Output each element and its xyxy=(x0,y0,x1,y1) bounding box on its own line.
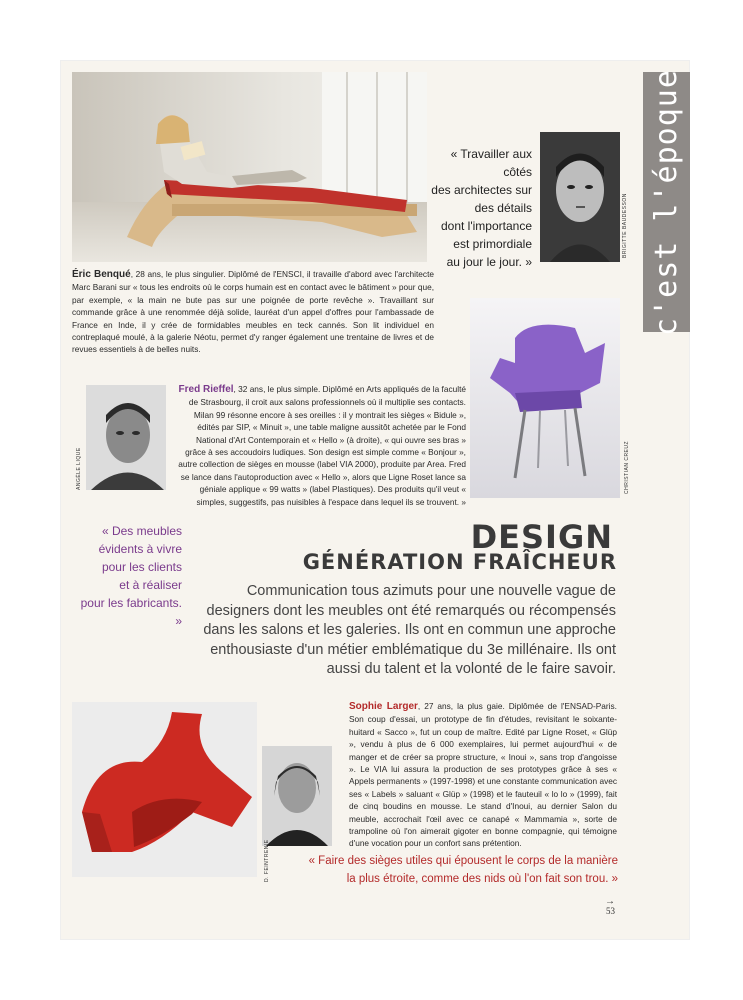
article-fred xyxy=(178,383,466,508)
photo-portrait-eric xyxy=(540,132,620,262)
headline-lead: Communication tous azimuts pour une nouvelle vague de designers dont les meubles ont été remarqués ou récompensés dans les salons et les galeries. Ils ont en commun une approche enthousiaste d'un métier emblématique du 3e millénaire. Ils ont aussi du talent et la volonté de le faire savoir. xyxy=(203,583,616,677)
section-banner xyxy=(643,68,690,336)
quote-line: est primordiale xyxy=(453,237,532,251)
article-eric xyxy=(72,268,434,356)
photo-daybed xyxy=(72,72,427,262)
photo-hello-chair xyxy=(470,298,620,498)
quote-eric xyxy=(420,145,532,271)
continue-arrow: → xyxy=(605,896,615,907)
credit-portrait-sophie: D. FEINTRENIE xyxy=(264,839,270,882)
quote-line: pour les fabricants. » xyxy=(80,596,182,628)
photo-portrait-fred xyxy=(86,385,166,490)
designer-name-fred: Fred Rieffel xyxy=(178,384,234,395)
article-sophie-text: , 27 ans, la plus gaie. Diplômée de l'ENSAD-Paris. Son coup d'essai, un prototype de fin d'études, revisitant le soixante-huitard « Sacco », fut un coup de maître. Edité par Ligne Roset, « Glüp », vendu à plus de 6 000 exemplaires, lui permet aujourd'hui « de manger et de créer sa propre structure, « Inoui », sans trop d'angoisse ». Le VIA lui assura la production de ses prototypes grâce à ses « Appels permanents » (1997-1998) et une constante communication avec ses « Labels » saluant « Glüp » (1998) et le fauteuil « lo lo » (1999), fait de cinq boudins en mousse. Le stand d'Inoui, au dernier Salon du meuble, accrochait l'œil avec ce canapé « Mammamia », sorte de trampoline où l'on aimerait gigoter en bonne compagnie, qui témoigne d'une vocation pour un confort sans prétention. xyxy=(349,701,617,849)
quote-line: au jour le jour. » xyxy=(446,255,532,269)
photo-red-chair xyxy=(72,702,257,877)
quote-line: dont l'importance xyxy=(440,219,532,233)
designer-name-sophie: Sophie Larger xyxy=(349,701,418,712)
quote-line: et à réaliser xyxy=(119,578,182,592)
photo-portrait-sophie xyxy=(262,746,332,846)
credit-chair: CHRISTIAN CREUZ xyxy=(624,440,630,494)
quote-line: « Des meubles xyxy=(101,524,182,538)
quote-line: évidents à vivre xyxy=(98,542,182,556)
quote-line: pour les clients xyxy=(101,560,182,574)
quote-fred xyxy=(72,522,182,630)
headline-subtitle: GÉNÉRATION FRAÎCHEUR xyxy=(302,550,617,574)
headline-title: DESIGN xyxy=(470,518,613,556)
credit-portrait-fred: ANGÈLE LIQUE xyxy=(76,447,82,490)
quote-line: des détails xyxy=(474,201,532,215)
quote-line: des architectes sur xyxy=(431,183,532,197)
quote-line: « Faire des sièges utiles qui épousent le corps de la manière xyxy=(308,855,618,867)
quote-line: « Travailler aux côtés xyxy=(450,147,532,179)
article-fred-text: , 32 ans, le plus simple. Diplômé en Arts appliqués de la faculté de Strasbourg, il croit aux salons professionnels où il multiplie ses contacts. Milan 99 résonne encore à ses oreilles : il y montrait les sièges « Bidule », édités par SIP, « Minuit », une table maligne aussitôt achetée par le Fond National d'Art Contemporain et « Hello » (à droite), « qui ouvre ses bras » grâce à ses accoudoirs ludiques. Son design est simple comme « Bonjour », autre collection de sièges en mousse (label VIA 2000), produite par Area. Fred se lance dans l'autoproduction avec « Hello », alors que Ligne Roset lance sa géniale applique « 99 watts » (label Plastiques). Des produits qu'il veut « simples, suggestifs, pas nuisibles à l'espace dans lequel ils se trouvent. » xyxy=(178,384,466,507)
article-sophie xyxy=(349,700,617,850)
page-number: 53 xyxy=(606,906,615,916)
quote-line: la plus étroite, comme des nids où l'on fait son trou. » xyxy=(346,873,618,885)
credit-portrait-eric: BRIGITTE BAUDESSON xyxy=(622,193,628,258)
quote-sophie xyxy=(300,852,618,888)
banner-text: c'est l'époque xyxy=(649,68,684,336)
article-eric-text: , 28 ans, le plus singulier. Diplômé de l'ENSCI, il travaille d'abord avec l'architecte Marc Barani sur « tous les endroits où le corps humain est en contact avec le bâtiment » pour que, par exemple, « la main ne bute pas sur une poignée de porte revêche ». Travaillant sur commande grâce à une renommée déjà solide, lauréat d'un appel d'offres pour l'ambassade de France en Inde, il y crée de formidables meubles en teck cannés. Son lit individuel en contreplaqué moulé, à la galerie Néotu, permet d'y ranger également une trentaine de livres et de revues essentiels à de belles nuits. xyxy=(72,269,434,355)
designer-name-eric: Éric Benqué xyxy=(72,269,131,280)
